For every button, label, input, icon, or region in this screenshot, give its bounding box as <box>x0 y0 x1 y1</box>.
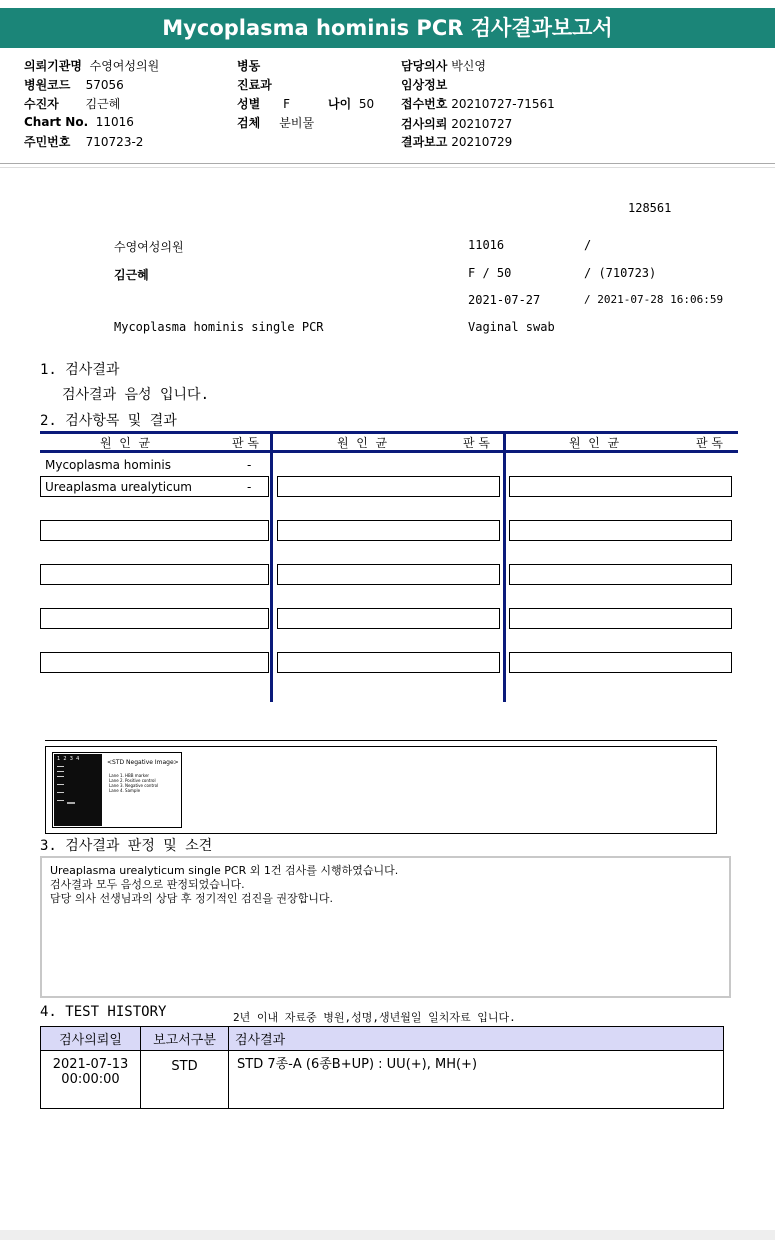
summary-test-name: Mycoplasma hominis single PCR <box>114 320 324 334</box>
summary-name: 김근혜 <box>114 268 149 282</box>
gel-lane-legend: Lane 1. HBB marker Lane 2. Positive control Lane 3. Negative control Lane 4. Sample <box>109 773 159 793</box>
dept-field: 진료과 <box>237 78 272 92</box>
request-date-field: 검사의뢰 20210727 <box>401 117 513 131</box>
result-cell <box>509 652 732 673</box>
header-divider-shadow <box>0 167 775 168</box>
history-date-cell: 2021-07-13 00:00:00 <box>41 1051 141 1109</box>
chart-no-field: Chart No. 11016 <box>24 115 134 129</box>
col-organism-header-1: 원 인 균 <box>100 436 151 450</box>
gel-lanes-image <box>54 754 102 826</box>
hospital-code-field: 병원코드 57056 <box>24 78 124 92</box>
section4-heading: 4. TEST HISTORY <box>40 1004 167 1020</box>
col-result-header-2: 판 독 <box>463 436 490 450</box>
gel-caption-title: <STD Negative Image> <box>107 759 179 766</box>
table-row <box>41 1051 724 1109</box>
col-organism-header-3: 원 인 균 <box>569 436 620 450</box>
history-header-type: 보고서구분 <box>141 1027 229 1051</box>
col-result-header-1: 판 독 <box>232 436 259 450</box>
summary-slash: / <box>584 238 592 252</box>
results-column-divider-1 <box>270 431 273 702</box>
history-header-date: 검사의뢰일 <box>41 1027 141 1051</box>
summary-request-date: 2021-07-27 <box>468 293 541 307</box>
id-number: 128561 <box>628 201 672 215</box>
report-title: Mycoplasma hominis PCR 검사결과보고서 <box>0 8 775 48</box>
organism-name: Ureaplasma urealyticum <box>45 480 192 494</box>
history-result-cell: STD 7종-A (6종B+UP) : UU(+), MH(+) <box>229 1051 724 1109</box>
header-divider <box>0 163 775 164</box>
history-table <box>40 1026 724 1109</box>
specimen-field: 검체 분비물 <box>237 116 315 130</box>
result-cell <box>509 520 732 541</box>
result-cell <box>277 564 500 585</box>
section2-heading: 2. 검사항목 및 결과 <box>40 413 177 429</box>
gel-image <box>52 752 182 828</box>
section3-heading: 3. 검사결과 판정 및 소견 <box>40 838 213 854</box>
clinic-field: 의뢰기관명 수영여성의원 <box>24 59 160 73</box>
opinion-box <box>40 856 731 998</box>
history-type-cell: STD <box>141 1051 229 1109</box>
col-result-header-3: 판 독 <box>696 436 723 450</box>
result-cell <box>509 476 732 497</box>
summary-report-datetime: / 2021-07-28 16:06:59 <box>584 293 724 306</box>
summary-birth: / (710723) <box>584 266 657 280</box>
receipt-no-field: 접수번호 20210727-71561 <box>401 97 555 111</box>
gel-top-rule <box>45 740 717 741</box>
summary-specimen: Vaginal swab <box>468 320 555 334</box>
result-cell <box>277 652 500 673</box>
section1-result: 검사결과 음성 입니다. <box>62 387 210 403</box>
ward-field: 병동 <box>237 59 261 73</box>
result-cell <box>40 520 269 541</box>
result-cell <box>40 564 269 585</box>
section1-heading: 1. 검사결과 <box>40 362 120 378</box>
summary-sex-age: F / 50 <box>468 266 512 280</box>
results-column-divider-2 <box>503 431 506 702</box>
page-bottom-strip <box>0 1230 775 1240</box>
opinion-text: Ureaplasma urealyticum single PCR 외 1건 검사를 시행하였습니다. 검사결과 모두 음성으로 판정되었습니다. 담당 의사 선생님과의 상담 후 정기적인 검진을 권장합니다. <box>50 864 399 905</box>
age-field: 나이 50 <box>328 97 375 111</box>
result-cell <box>277 608 500 629</box>
organism-result: - <box>247 458 252 472</box>
sex-field: 성별 F <box>237 97 290 111</box>
organism-result: - <box>247 480 252 494</box>
history-header-result: 검사결과 <box>229 1027 724 1051</box>
result-cell <box>277 520 500 541</box>
col-organism-header-2: 원 인 균 <box>337 436 388 450</box>
history-note: 2년 이내 자료중 병원,성명,생년월일 일치자료 입니다. <box>233 1011 516 1024</box>
clinical-info-field: 임상정보 <box>401 78 448 92</box>
result-cell <box>277 476 500 497</box>
summary-chart: 11016 <box>468 238 505 252</box>
patient-field: 수진자 김근혜 <box>24 97 121 111</box>
result-cell <box>40 652 269 673</box>
result-cell <box>40 608 269 629</box>
result-cell <box>509 564 732 585</box>
organism-name: Mycoplasma hominis <box>45 458 171 472</box>
doctor-field: 담당의사 박신영 <box>401 59 486 73</box>
rrn-field: 주민번호 710723-2 <box>24 135 144 149</box>
report-date-field: 결과보고 20210729 <box>401 135 513 149</box>
summary-clinic: 수영여성의원 <box>114 240 184 254</box>
result-cell <box>509 608 732 629</box>
gel-lane-numbers: 1 2 3 4 <box>57 756 80 762</box>
